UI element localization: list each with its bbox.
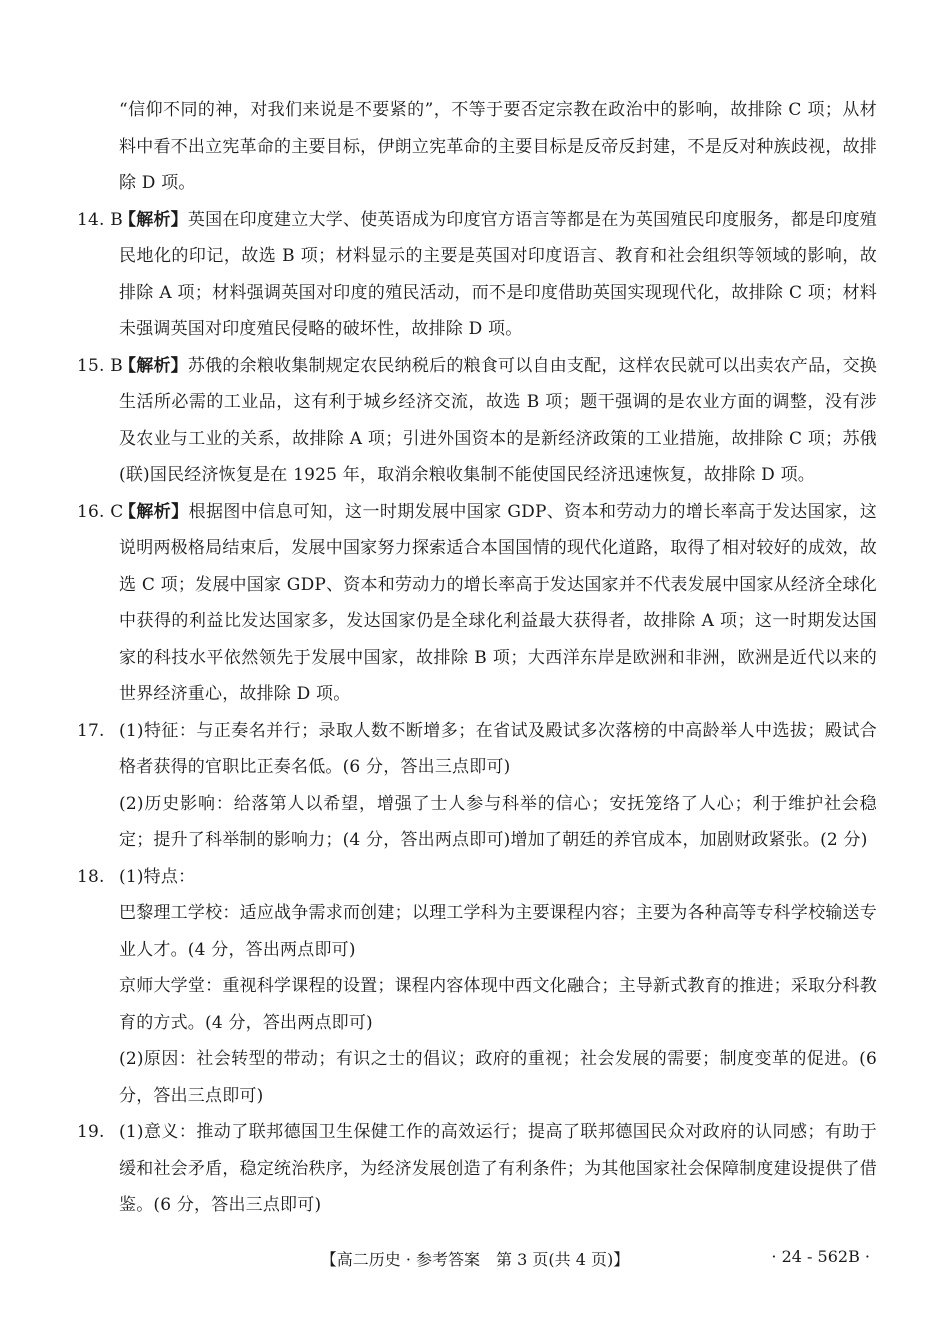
item-number: 15. B [77, 355, 123, 376]
answer-item-14 [77, 202, 877, 348]
item-text: (1)特点： [119, 866, 196, 887]
answer-content [77, 92, 877, 1224]
footer-title: 【高二历史 · 参考答案 第 3 页(共 4 页)】 [320, 1250, 630, 1269]
answer-item-18-paris: 巴黎理工学校：适应战争需求而创建；以理工学科为主要课程内容；主要为各种高等专科学校输送专业人才。(4 分，答出两点即可) [119, 903, 877, 960]
item-text: (1)意义：推动了联邦德国卫生保健工作的高效运行；提高了联邦德国民众对政府的认同感；有助于缓和社会矛盾，稳定统治秩序，为经济发展创造了有利条件；为其他国家社会保障制度建设提供了借鉴。(6 分，答出三点即可) [119, 1122, 877, 1215]
answer-item-15 [77, 348, 877, 494]
item-text: 苏俄的余粮收集制规定农民纳税后的粮食可以自由支配，这样农民就可以出卖农产品，交换生活所必需的工业品，这有利于城乡经济交流，故选 B 项；题干强调的是农业方面的调整，没有涉及农业与工业的关系，故排除 A 项；引进外国资本的是新经济政策的工业措施，故排除 C 项；苏俄(联)国民经济恢复是在 1925 年，取消余粮收集制不能使国民经济迅速恢复，故排除 D 项。 [119, 355, 877, 485]
answer-item-17-part1 [77, 713, 877, 786]
answer-item-19-part1 [77, 1114, 877, 1224]
analysis-tag: 【解析】 [119, 209, 188, 230]
page-footer [0, 1247, 950, 1271]
item-number: 17. [77, 720, 105, 741]
analysis-tag: 【解析】 [119, 355, 188, 376]
answer-item-18-jingshi: 京师大学堂：重视科学课程的设置；课程内容体现中西文化融合；主导新式教育的推进；采取分科教育的方式。(4 分，答出两点即可) [119, 976, 877, 1033]
item-number: 19. [77, 1122, 105, 1142]
item-number: 18. [77, 866, 105, 887]
q13-continuation: “信仰不同的神，对我们来说是不要紧的”，不等于要否定宗教在政治中的影响，故排除 C 项；从材料中看不出立宪革命的主要目标，伊朗立宪革命的主要目标是反帝反封建，不是反对种族歧视，故排除 D 项。 [119, 100, 877, 193]
item-text: 英国在印度建立大学、使英语成为印度官方语言等都是在为英国殖民印度服务，都是印度殖民地化的印记，故选 B 项；材料显示的主要是英国对印度语言、教育和社会组织等领域的影响，故排除 A 项；材料强调英国对印度的殖民活动，而不是印度借助英国实现现代化，故排除 C 项；材料未强调英国对印度殖民侵略的破坏性，故排除 D 项。 [119, 209, 877, 339]
item-text: 根据图中信息可知，这一时期发展中国家 GDP、资本和劳动力的增长率高于发达国家，这说明两极格局结束后，发展中国家努力探索适合本国国情的现代化道路，取得了相对较好的成效，故选 C 项；发展中国家 GDP、资本和劳动力的增长率高于发达国家并不代表发展中国家从经济全球化中获得的利益比发达国家多，发达国家仍是全球化利益最大获得者，故排除 A 项；这一时期发达国家的科技水平依然领先于发展中国家，故排除 B 项；大西洋东岸是欧洲和非洲，欧洲是近代以来的世界经济重心，故排除 D 项。 [119, 501, 877, 704]
answer-item-18-part1 [77, 859, 877, 896]
answer-item-18-part2: (2)原因：社会转型的带动；有识之士的倡议；政府的重视；社会发展的需要；制度变革的促进。(6 分，答出三点即可) [119, 1049, 877, 1106]
answer-item-17-part2: (2)历史影响：给落第人以希望，增强了士人参与科举的信心；安抚笼络了人心；利于维护社会稳定；提升了科举制的影响力；(4 分，答出两点即可)增加了朝廷的养官成本，加剧财政紧张。(2 分) [119, 793, 877, 850]
item-number: 14. B [77, 209, 123, 230]
answer-item-16 [77, 494, 877, 713]
footer-code: · 24 - 562B · [771, 1247, 870, 1266]
analysis-tag: 【解析】 [119, 501, 189, 522]
item-text: (1)特征：与正奏名并行；录取人数不断增多；在省试及殿试多次落榜的中高龄举人中选拔；殿试合格者获得的官职比正奏名低。(6 分，答出三点即可) [119, 720, 877, 777]
item-number: 16. C [77, 501, 124, 522]
